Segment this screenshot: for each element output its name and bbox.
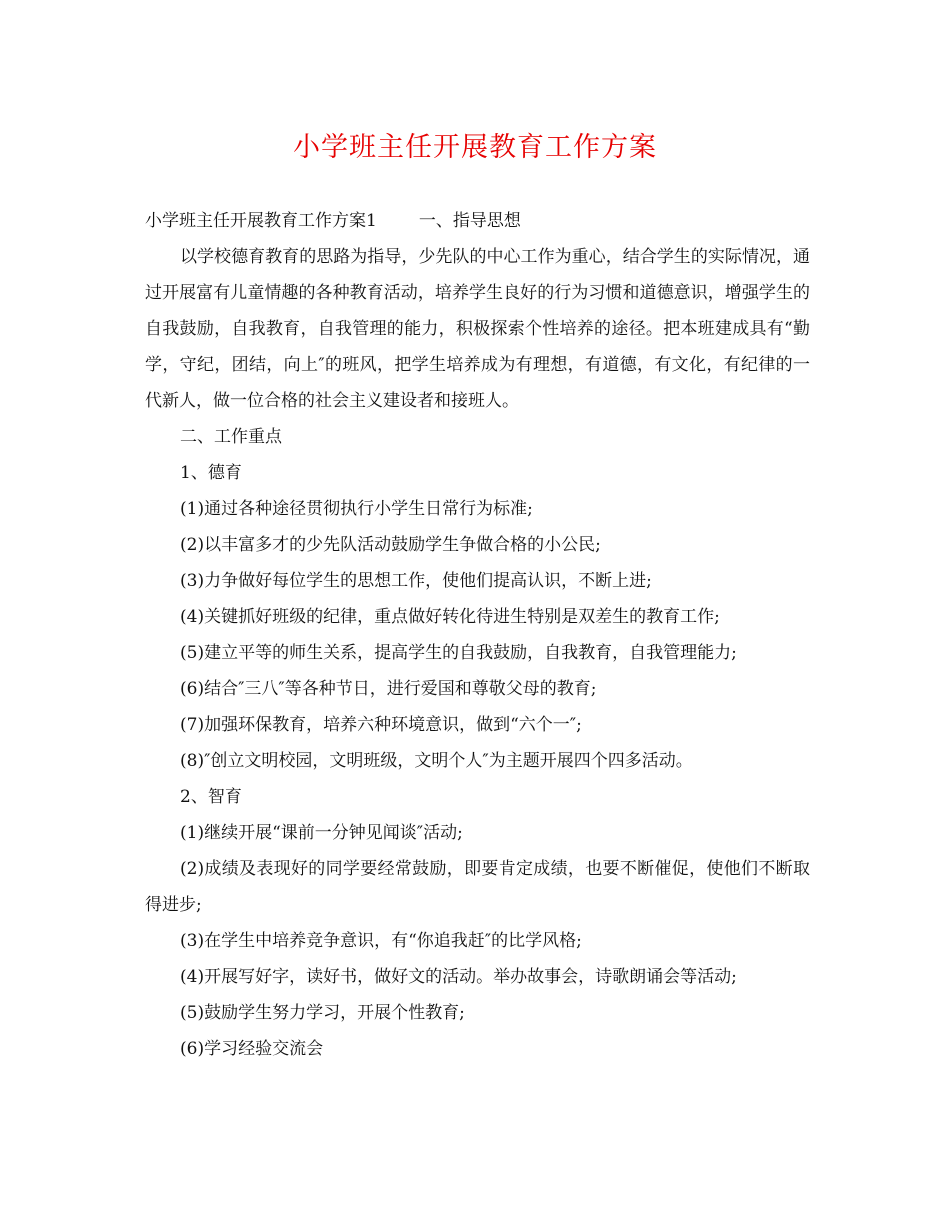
list-item: (3)在学生中培养竞争意识，有“你追我赶″的比学风格; — [180, 931, 582, 951]
list-item: (2)以丰富多才的少先队活动鼓励学生争做合格的小公民; — [180, 535, 601, 555]
intro-heading: 一、指导思想 — [418, 211, 521, 231]
list-item: (1)通过各种途径贯彻执行小学生日常行为标准; — [180, 499, 533, 519]
intro-line — [145, 203, 810, 239]
document-title: 小学班主任开展教育工作方案 — [293, 132, 657, 163]
list-item: (1)继续开展“课前一分钟见闻谈″活动; — [180, 823, 463, 843]
list-item: (8)″创立文明校园，文明班级，文明个人″为主题开展四个四多活动。 — [180, 751, 693, 771]
list-item: (6)结合″三八″等各种节日，进行爱国和尊敬父母的教育; — [180, 679, 597, 699]
list-item: (5)建立平等的师生关系，提高学生的自我鼓励，自我教育，自我管理能力; — [180, 643, 737, 663]
list-item: (4)开展写好字，读好书，做好文的活动。举办故事会，诗歌朗诵会等活动; — [180, 967, 737, 987]
intro-prefix: 小学班主任开展教育工作方案1 — [145, 211, 377, 231]
heading-moral-education: 1、德育 — [180, 463, 242, 483]
list-item: (3)力争做好每位学生的思想工作，使他们提高认识，不断上进; — [180, 571, 652, 591]
document-body — [145, 203, 810, 1067]
heading-work-focus: 二、工作重点 — [180, 427, 282, 447]
list-item: (2)成绩及表现好的同学要经常鼓励，即要肯定成绩，也要不断催促，使他们不断取得进步; — [145, 859, 810, 915]
list-item: (4)关键抓好班级的纪律，重点做好转化待进生特别是双差生的教育工作; — [180, 607, 720, 627]
paragraph-guiding-idea: 以学校德育教育的思路为指导，少先队的中心工作为重心，结合学生的实际情况，通过开展富有儿童情趣的各种教育活动，培养学生良好的行为习惯和道德意识，增强学生的自我鼓励，自我教育，自我管理的能力，积极探索个性培养的途径。把本班建成具有“勤学，守纪，团结，向上″的班风，把学生培养成为有理想，有道德，有文化，有纪律的一代新人，做一位合格的社会主义建设者和接班人。 — [145, 247, 810, 411]
heading-intellectual-education: 2、智育 — [180, 787, 242, 807]
list-item: (5)鼓励学生努力学习，开展个性教育; — [180, 1003, 465, 1023]
list-item: (7)加强环保教育，培养六种环境意识，做到“六个一″; — [180, 715, 582, 735]
list-item: (6)学习经验交流会 — [180, 1039, 324, 1059]
